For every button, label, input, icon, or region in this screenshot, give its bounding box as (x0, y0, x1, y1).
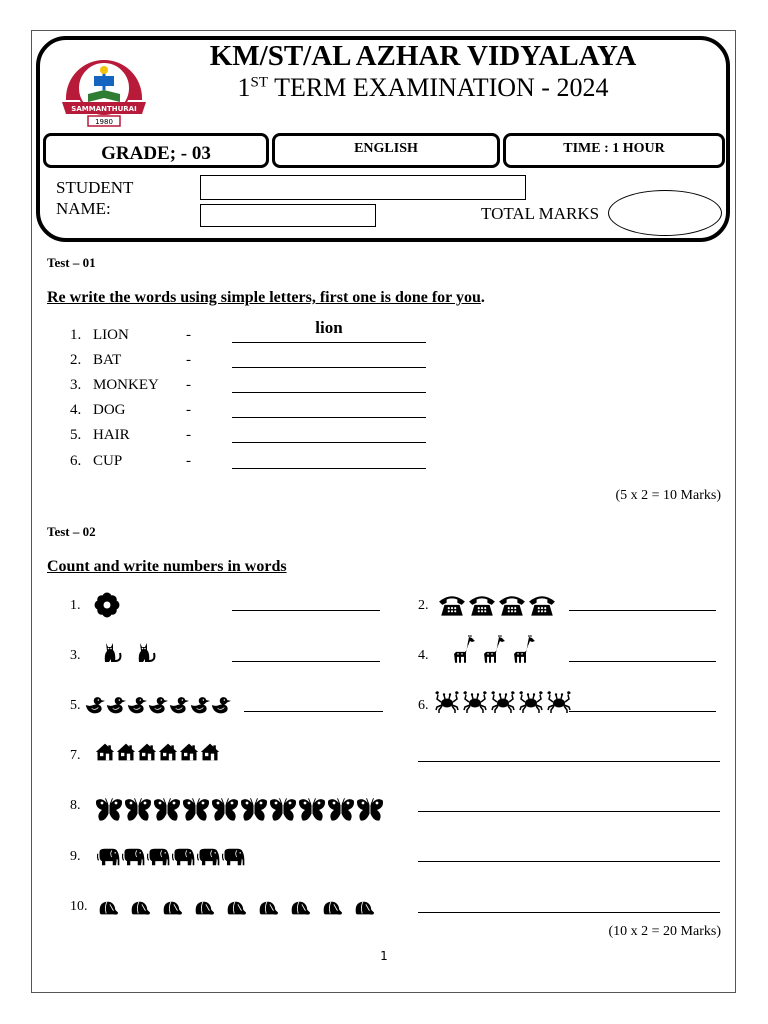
butterfly-icon (356, 796, 384, 824)
item-dash: - (186, 453, 191, 469)
count-item-icons (95, 742, 220, 762)
school-name: KM/ST/AL AZHAR VIDYALAYA (209, 40, 637, 72)
crab-icon (491, 690, 515, 714)
count-item-number: 6. (418, 698, 429, 713)
telephone-icon (438, 593, 466, 617)
item-number: 2. (70, 352, 82, 368)
item-dash: - (186, 377, 191, 393)
count-item-number: 5. (70, 698, 81, 713)
count-item-icons (100, 640, 158, 664)
school-logo-icon (58, 50, 150, 130)
butterfly-icon (153, 796, 181, 824)
duck-icon (85, 695, 105, 715)
item-word: HAIR (93, 427, 130, 443)
cat-icon (134, 640, 158, 664)
house-icon (95, 742, 115, 762)
house-icon (116, 742, 136, 762)
flower-icon (94, 592, 120, 618)
item-dash: - (186, 327, 191, 343)
count-item-number: 9. (70, 849, 81, 864)
count-answer-line[interactable] (569, 711, 716, 712)
item-number: 6. (70, 453, 82, 469)
count-item-icons (95, 796, 384, 824)
answer-line[interactable] (232, 442, 426, 443)
count-item-number: 3. (70, 648, 81, 663)
test2-instruction: Count and write numbers in words (47, 558, 287, 575)
count-answer-line[interactable] (418, 861, 720, 862)
crab-icon (463, 690, 487, 714)
telephone-icon (528, 593, 556, 617)
grade-label: GRADE; - 03 (43, 133, 269, 168)
exam-title-prefix: 1 (237, 73, 251, 102)
giraffe-icon (452, 635, 476, 664)
item-dash: - (186, 427, 191, 443)
logo-year-text: 1980 (95, 118, 113, 126)
cap-icon (193, 897, 215, 919)
count-item-icons (97, 847, 246, 867)
time-label: TIME : 1 HOUR (503, 133, 725, 168)
count-item-icons (94, 592, 120, 618)
test2-marks: (10 x 2 = 20 Marks) (608, 924, 721, 939)
house-icon (179, 742, 199, 762)
butterfly-icon (211, 796, 239, 824)
duck-icon (106, 695, 126, 715)
cat-icon (100, 640, 124, 664)
duck-icon (169, 695, 189, 715)
elephant-icon (97, 847, 121, 867)
elephant-icon (122, 847, 146, 867)
test1-instruction-end: . (480, 289, 485, 306)
student-name-label-2: NAME: (56, 199, 111, 218)
item-dash: - (186, 402, 191, 418)
count-answer-line[interactable] (232, 610, 380, 611)
item-number: 4. (70, 402, 82, 418)
count-item-icons (435, 690, 571, 714)
butterfly-icon (124, 796, 152, 824)
answer-line[interactable] (232, 392, 426, 393)
count-item-icons (438, 593, 556, 617)
butterfly-icon (269, 796, 297, 824)
elephant-icon (222, 847, 246, 867)
cap-icon (161, 897, 183, 919)
giraffe-icon (482, 635, 506, 664)
page-number: 1 (380, 949, 388, 963)
student-name-field-2[interactable] (200, 204, 376, 227)
count-item-number: 4. (418, 648, 429, 663)
duck-icon (127, 695, 147, 715)
cap-icon (321, 897, 343, 919)
house-icon (200, 742, 220, 762)
count-answer-line[interactable] (418, 761, 720, 762)
butterfly-icon (327, 796, 355, 824)
cap-icon (257, 897, 279, 919)
count-item-number: 1. (70, 598, 81, 613)
elephant-icon (172, 847, 196, 867)
logo-banner-text: SAMMANTHURAI (71, 105, 137, 113)
item-word: LION (93, 327, 129, 343)
answer-line[interactable] (232, 342, 426, 343)
count-item-icons (452, 635, 536, 664)
item-word: MONKEY (93, 377, 159, 393)
cap-icon (97, 897, 119, 919)
test1-heading: Test – 01 (47, 255, 96, 270)
cap-icon (289, 897, 311, 919)
duck-icon (211, 695, 231, 715)
answer-line[interactable] (232, 468, 426, 469)
elephant-icon (147, 847, 171, 867)
count-answer-line[interactable] (244, 711, 383, 712)
answer-text: lion (315, 318, 343, 337)
cap-icon (225, 897, 247, 919)
butterfly-icon (298, 796, 326, 824)
count-item-number: 8. (70, 798, 81, 813)
item-number: 5. (70, 427, 82, 443)
duck-icon (148, 695, 168, 715)
item-number: 3. (70, 377, 82, 393)
subject-label: ENGLISH (272, 133, 500, 168)
cap-icon (129, 897, 151, 919)
butterfly-icon (240, 796, 268, 824)
house-icon (137, 742, 157, 762)
count-item-number: 2. (418, 598, 429, 613)
student-name-field[interactable] (200, 175, 526, 200)
exam-title-rest: TERM EXAMINATION - 2024 (268, 73, 609, 102)
student-name-label-1: STUDENT (56, 178, 134, 197)
count-item-number: 7. (70, 748, 81, 763)
telephone-icon (468, 593, 496, 617)
butterfly-icon (182, 796, 210, 824)
giraffe-icon (512, 635, 536, 664)
count-item-number: 10. (70, 899, 88, 914)
test1-instruction-text: Re write the words using simple letters, first one is done for you (47, 289, 481, 306)
crab-icon (519, 690, 543, 714)
answer-line[interactable] (232, 367, 426, 368)
count-answer-line[interactable] (569, 661, 716, 662)
item-dash: - (186, 352, 191, 368)
elephant-icon (197, 847, 221, 867)
total-marks-label: TOTAL MARKS (481, 204, 600, 223)
count-answer-line[interactable] (418, 811, 720, 812)
total-marks-oval[interactable] (608, 190, 722, 236)
count-item-icons (85, 695, 231, 715)
butterfly-icon (95, 796, 123, 824)
house-icon (158, 742, 178, 762)
exam-title (150, 73, 696, 103)
telephone-icon (498, 593, 526, 617)
exam-title-sup: ST (250, 74, 269, 91)
count-answer-line[interactable] (418, 912, 720, 913)
cap-icon (353, 897, 375, 919)
crab-icon (435, 690, 459, 714)
test1-instruction (47, 289, 485, 307)
item-word: DOG (93, 402, 126, 418)
answer-line[interactable] (232, 417, 426, 418)
count-item-icons (97, 897, 375, 919)
item-number: 1. (70, 327, 82, 343)
item-word: CUP (93, 453, 123, 469)
test2-heading: Test – 02 (47, 524, 96, 539)
item-word: BAT (93, 352, 122, 368)
count-answer-line[interactable] (569, 610, 716, 611)
count-answer-line[interactable] (232, 661, 380, 662)
crab-icon (547, 690, 571, 714)
test1-marks: (5 x 2 = 10 Marks) (615, 488, 721, 503)
duck-icon (190, 695, 210, 715)
